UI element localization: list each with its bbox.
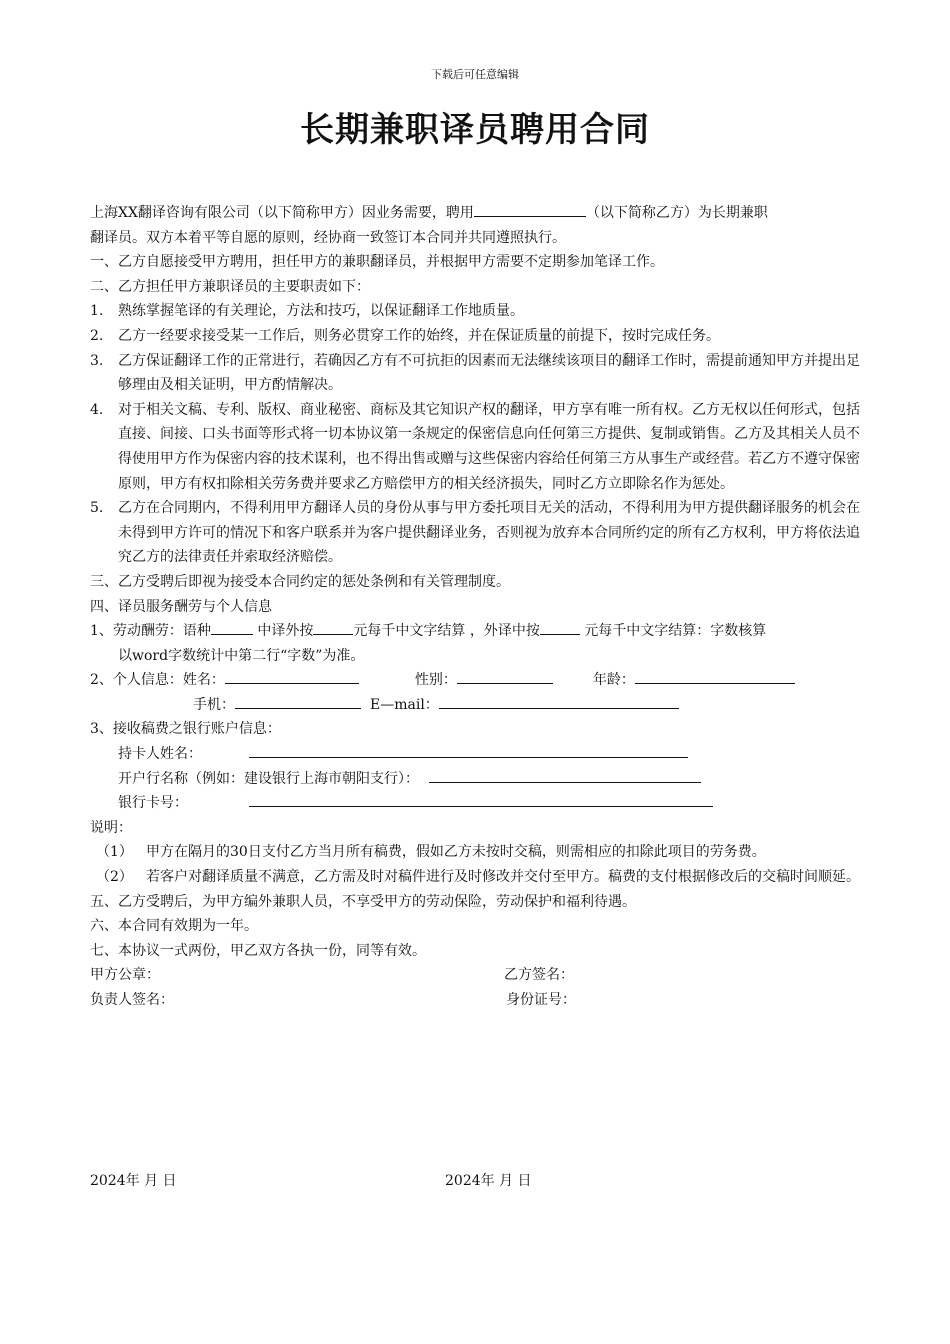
duty-text: 熟练掌握笔译的有关理论，方法和技巧，以保证翻译工作地质量。 — [118, 303, 524, 320]
zh-to-foreign-rate-blank[interactable] — [313, 620, 353, 635]
age-label: 年龄： — [592, 672, 635, 689]
branch-row — [90, 767, 862, 792]
duty-number: 5. — [90, 500, 104, 517]
duty-item — [90, 398, 862, 496]
signature-row-1 — [90, 963, 862, 988]
branch-blank[interactable] — [429, 768, 701, 783]
notes-title: 说明： — [90, 819, 132, 836]
foreign-to-zh-rate-blank[interactable] — [540, 620, 580, 635]
pay-text-c: 元每千中文字结算 ，外译中按 — [353, 623, 540, 640]
note-number: （1） — [96, 844, 133, 861]
duty-item — [90, 299, 862, 324]
clause-6: 六、本合同有效期为一年。 — [90, 918, 258, 935]
personal-info-row — [90, 668, 862, 693]
duty-item — [90, 324, 862, 349]
branch-label: 开户行名称（例如：建设银行上海市朝阳支行）： — [118, 770, 419, 787]
email-blank[interactable] — [439, 694, 679, 709]
party-b-sign-label: 乙方签名： — [504, 967, 574, 984]
date-left: 2024年 月 日 — [90, 1173, 177, 1189]
party-b-name-blank[interactable] — [474, 202, 586, 217]
clause-1: 一、乙方自愿接受甲方聘用，担任甲方的兼职翻译员，并根据甲方需要不定期参加笔译工作。 — [90, 254, 664, 271]
gender-blank[interactable] — [457, 669, 553, 684]
duty-number: 4. — [90, 401, 104, 418]
pay-text-e: 以word字数统计中第二行“字数”为准。 — [118, 647, 365, 664]
name-blank[interactable] — [225, 669, 359, 684]
duty-number: 3. — [90, 352, 104, 369]
intro-text-b: （以下简称乙方）为长期兼职 — [585, 205, 768, 221]
note-item — [90, 840, 862, 865]
card-label: 银行卡号： — [118, 795, 188, 812]
header-note: 下载后可任意编辑 — [431, 68, 519, 81]
clause-3: 三、乙方受聘后即视为接受本合同约定的惩处条例和有关管理制度。 — [90, 573, 510, 590]
holder-row — [90, 742, 862, 767]
holder-blank[interactable] — [249, 743, 688, 758]
note-item — [90, 865, 862, 890]
contract-body — [90, 201, 862, 1013]
bank-title: 3、接收稿费之银行账户信息： — [90, 721, 281, 738]
pay-paragraph — [90, 619, 862, 668]
holder-label: 持卡人姓名： — [118, 746, 202, 763]
duty-text: 乙方保证翻译工作的正常进行，若确因乙方有不可抗拒的因素而无法继续该项目的翻译工作时，需提前通知甲方并提出足够理由及相关证明，甲方酌情解决。 — [118, 352, 860, 394]
intro-text-a: 上海XX翻译咨询有限公司（以下简称甲方）因业务需要，聘用 — [90, 205, 474, 221]
clause-4: 四、译员服务酬劳与个人信息 — [90, 598, 272, 615]
date-right: 2024年 月 日 — [445, 1173, 532, 1189]
name-label: 姓名： — [182, 672, 225, 689]
duty-number: 1. — [90, 303, 104, 320]
pay-text-b: 中译外按 — [257, 623, 314, 640]
pay-text-a: 1、劳动酬劳：语种 — [90, 623, 211, 640]
signature-row-2 — [90, 988, 862, 1013]
age-blank[interactable] — [635, 669, 795, 684]
duty-text: 乙方一经要求接受某一工作后，则务必贯穿工作的始终，并在保证质量的前提下，按时完成任务。 — [118, 327, 720, 344]
note-text: 甲方在隔月的30日支付乙方当月所有稿费，假如乙方未按时交稿，则需相应的扣除此项目的劳务费。 — [146, 844, 766, 861]
phone-blank[interactable] — [235, 694, 361, 709]
representative-sign-label: 负责人签名： — [90, 992, 174, 1008]
duty-number: 2. — [90, 327, 104, 344]
phone-label: 手机： — [193, 696, 235, 713]
clause-2: 二、乙方担任甲方兼职译员的主要职责如下： — [90, 278, 370, 295]
gender-label: 性别： — [414, 672, 457, 689]
party-a-seal-label: 甲方公章： — [90, 967, 160, 984]
language-blank[interactable] — [211, 620, 253, 635]
intro-paragraph — [90, 201, 862, 250]
intro-text-c: 翻译员。双方本着平等自愿的原则，经协商一致签订本合同并共同遵照执行。 — [90, 229, 566, 246]
id-number-label: 身份证号： — [506, 992, 576, 1008]
card-blank[interactable] — [249, 792, 713, 807]
note-number: （2） — [96, 869, 133, 886]
personal-info-label: 2、个人信息： — [90, 672, 183, 689]
pay-text-d: 元每千中文字结算：字数核算 — [584, 623, 767, 640]
contact-row — [90, 693, 862, 718]
card-row — [90, 791, 862, 816]
duty-text: 乙方在合同期内，不得利用甲方翻译人员的身份从事与甲方委托项目无关的活动，不得利用为甲方提供翻译服务的机会在未得到甲方许可的情况下和客户联系并为客户提供翻译业务，否则视为放弃本合同所约定的所有乙方权利，甲方将依法追究乙方的法律责任并索取经济赔偿。 — [118, 500, 860, 566]
note-text: 若客户对翻译质量不满意，乙方需及时对稿件进行及时修改并交付至甲方。稿费的支付根据修改后的交稿时间顺延。 — [146, 869, 860, 886]
duty-item — [90, 496, 862, 570]
document-title: 长期兼职译员聘用合同 — [300, 110, 650, 150]
clause-7: 七、本协议一式两份，甲乙双方各执一份，同等有效。 — [90, 942, 426, 959]
duty-text: 对于相关文稿、专利、版权、商业秘密、商标及其它知识产权的翻译，甲方享有唯一所有权。乙方无权以任何形式，包括直接、间接、口头书面等形式将一切本协议第一条规定的保密信息向任何第三方提供、复制或销售。乙方及其相关人员不得使用甲方作为保密内容的技术谋利，也不得出售或赠与这些保密内容给任何第三方从事生产或经营。若乙方不遵守保密原则，甲方有权扣除相关劳务费并要求乙方赔偿甲方的相关经济损失，同时乙方立即除名作为惩处。 — [118, 401, 860, 492]
email-label: E—mail： — [370, 696, 439, 713]
duty-item — [90, 349, 862, 398]
clause-5: 五、乙方受聘后，为甲方编外兼职人员，不享受甲方的劳动保险，劳动保护和福利待遇。 — [90, 893, 636, 910]
